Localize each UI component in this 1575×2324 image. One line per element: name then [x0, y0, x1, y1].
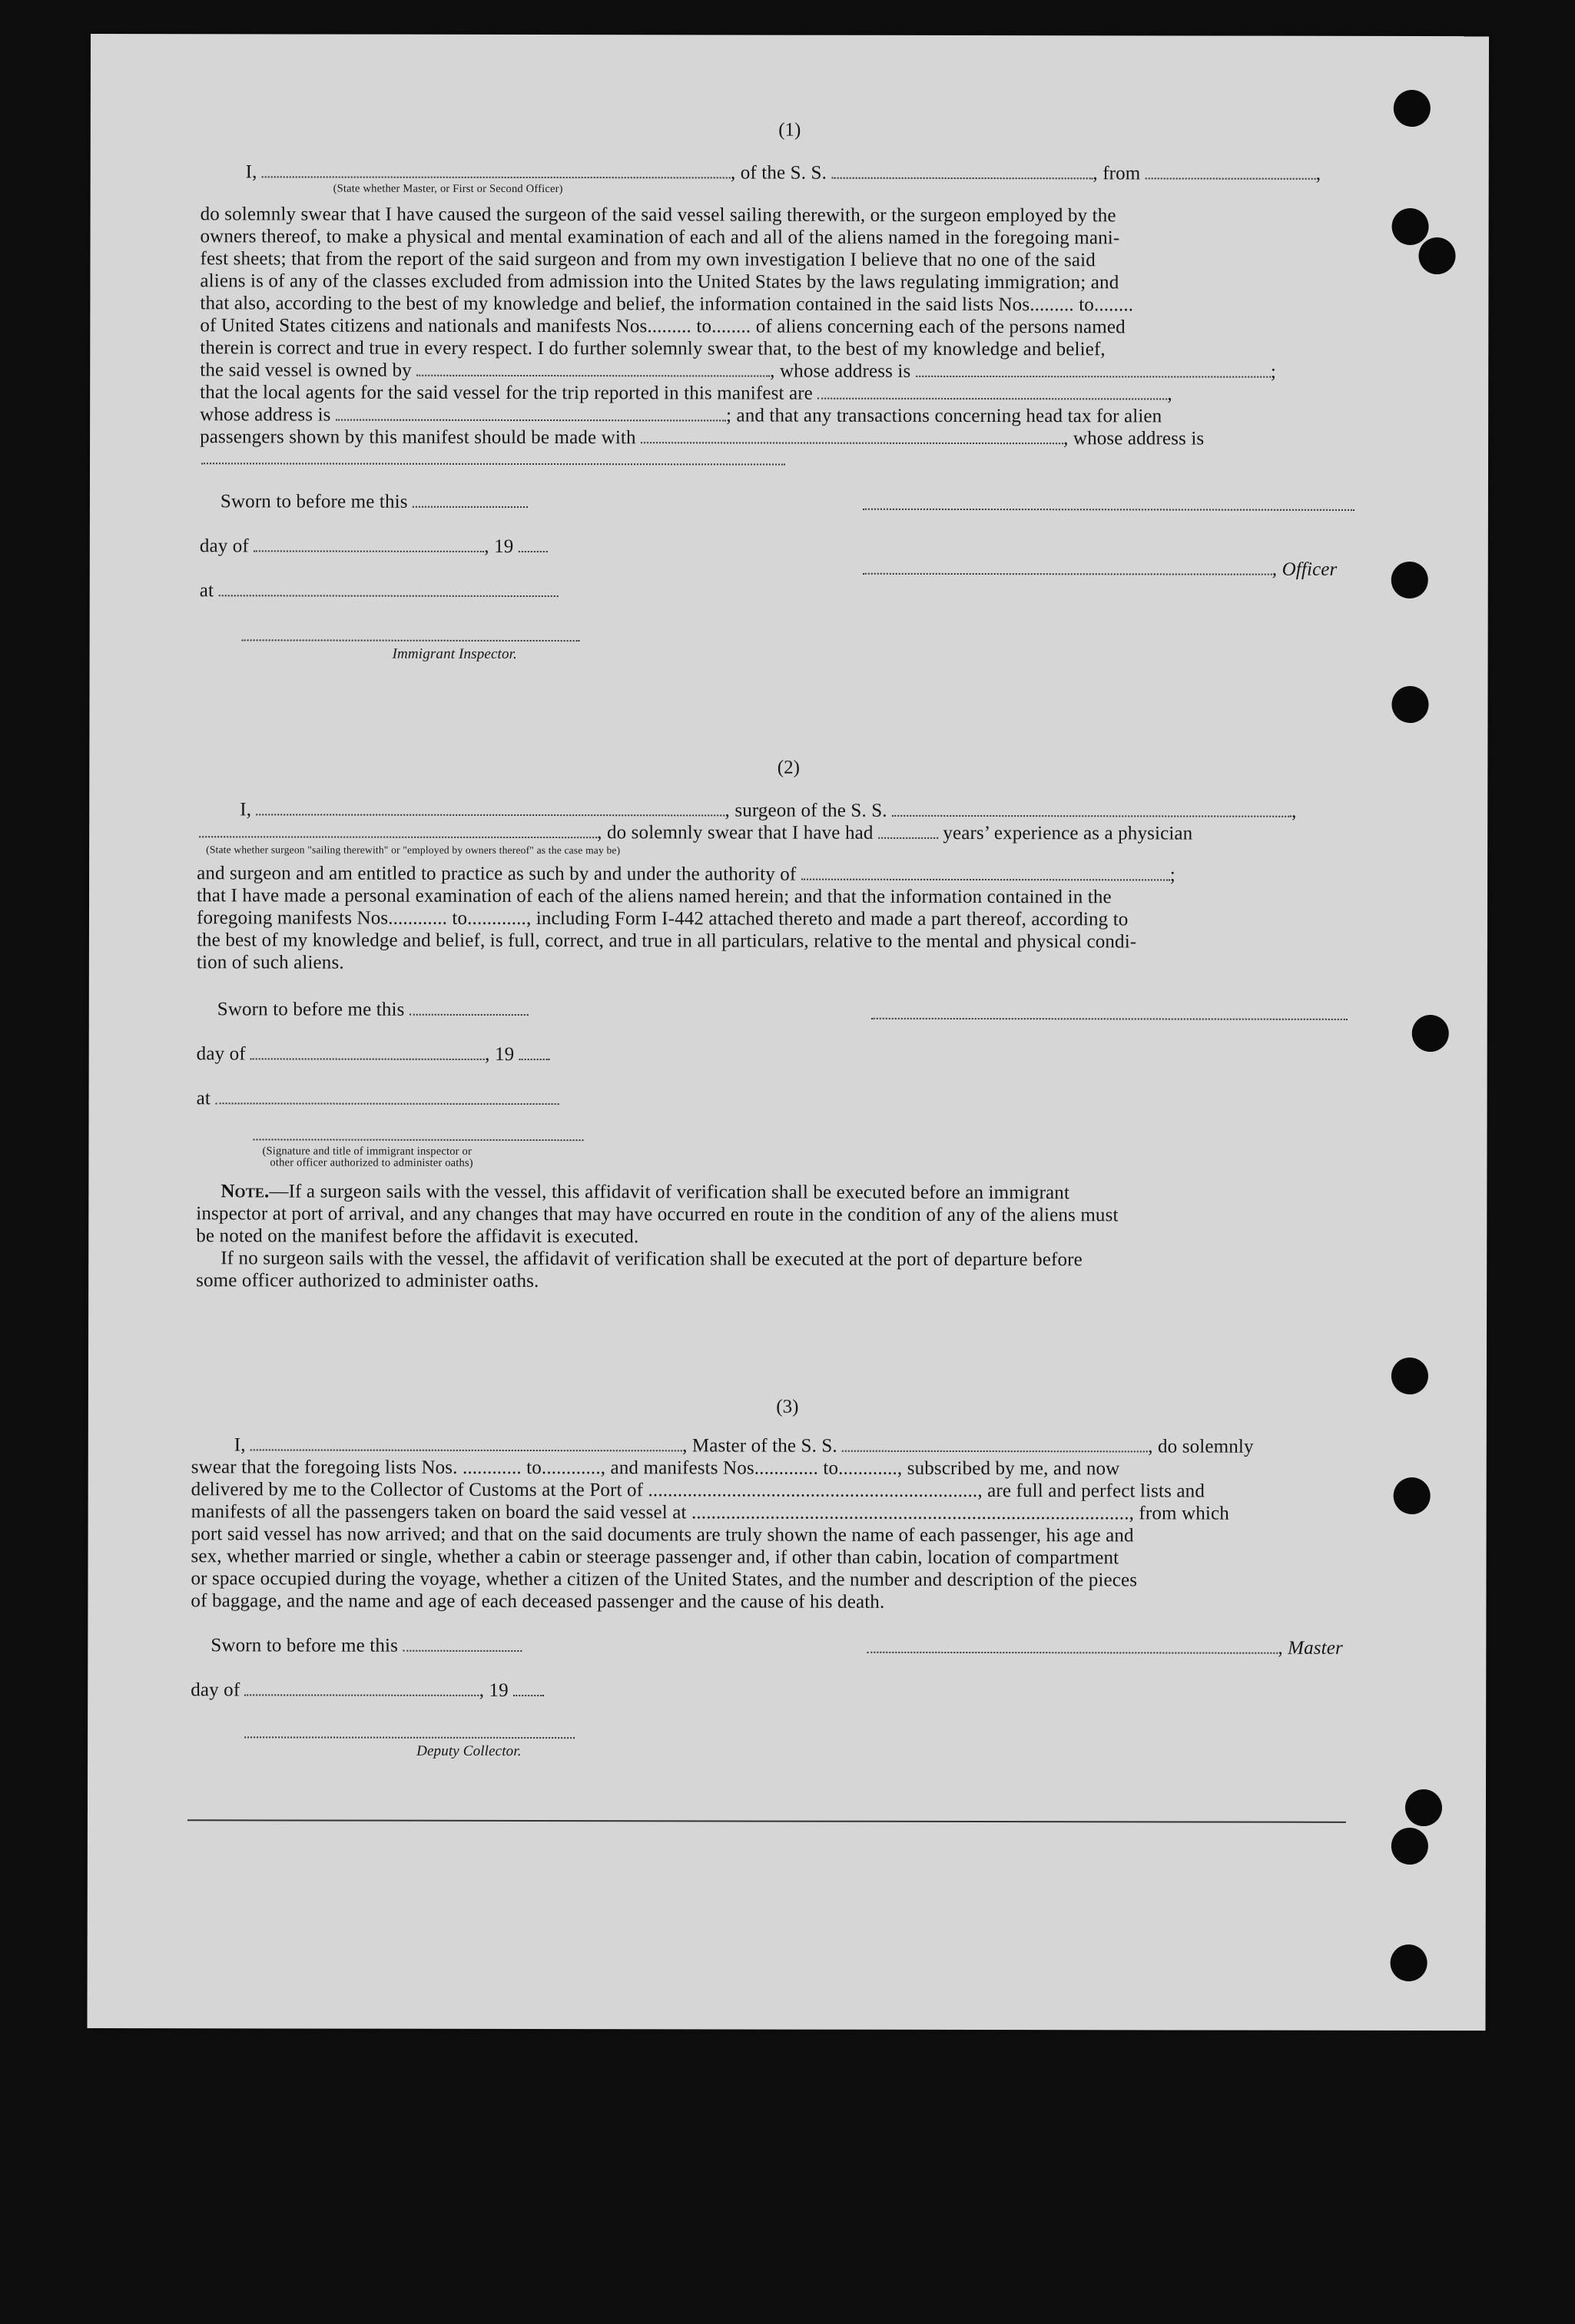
punch-hole-9 — [1405, 1789, 1442, 1826]
s1-owned-line: the said vessel is owned by , whose address is ; — [200, 360, 1276, 383]
note-label: Note. — [220, 1181, 270, 1202]
s1-sworn: Sworn to before me this — [220, 490, 528, 514]
s2-surgeon-note: (State whether surgeon "sailing therewith" or "employed by owners thereof" as the case may be) — [206, 844, 621, 857]
punch-hole-5 — [1391, 686, 1428, 723]
s1-inspector-line — [242, 638, 580, 642]
s1-address-blank — [201, 461, 785, 465]
s3-master-line: , Master — [867, 1636, 1343, 1660]
s3-collector-line — [244, 1735, 575, 1739]
s2-sig-note-2: other officer authorized to administer oaths) — [270, 1156, 473, 1169]
s3-day-of: day of , 19 — [191, 1679, 544, 1702]
s3-paragraph: swear that the foregoing lists Nos. ............ to............, and manifests Nos............. to............, subscribed by me, and now delivered by me to the Collector of Customs at the Port of ..................................................................., are full and perfect lists and manifests of all the passengers taken on board the said vessel at ........................................................................................., from which port said vessel has now arrived; and that on the said documents are truly shown the name of each passenger, his age and sex, whether married or single, whether a cabin or steerage passenger and, if other than cabin, location of compartment or space occupied during the voyage, whether a citizen of the United States, and the number and description of the pieces of baggage, and the name and age of each deceased passenger and the cause of his death. — [191, 1457, 1229, 1613]
s1-address-line: whose address is ; and that any transactions concerning head tax for alien — [200, 404, 1162, 427]
punch-hole-6 — [1412, 1015, 1449, 1052]
s2-paragraph: that I have made a personal examination of each of the aliens named herein; and that the information contained in the foregoing manifests Nos............ to............, including Form I-442 attached thereto and made a part thereof, according to the best of my knowledge and belief, is full, correct, and true in all particulars, relative to the mental and physical condi- tion of such aliens. — [196, 885, 1137, 973]
s1-officer-line: , Officer — [863, 558, 1338, 582]
s1-signature-line — [863, 507, 1354, 511]
s2-line-2: , do solemnly swear that I have had years’ experience as a physician — [199, 821, 1192, 845]
s1-paragraph: do solemnly swear that I have caused the surgeon of the said vessel sailing therewith, or the surgeon employed by the owners thereof, to make a physical and mental examination of each and all of the aliens named in the foregoing mani- fest sheets; that from the report of the said surgeon and from my own investigation I believe that no one of the said aliens is of any of the classes excluded from admission into the United States by the laws regulating immigration; and that also, according to the best of my knowledge and belief, the information contained in the said lists Nos......... to........ of United States citizens and nationals and manifests Nos......... to........ of aliens concerning each of the persons named therein is correct and true in every respect. I do further solemnly swear that, to the best of my knowledge and belief, — [200, 204, 1134, 360]
s2-line-1: I, , surgeon of the S. S. , — [240, 799, 1297, 822]
s2-signature-line — [871, 1016, 1348, 1020]
bottom-rule — [187, 1818, 1346, 1823]
punch-hole-7 — [1391, 1358, 1428, 1394]
punch-hole-10 — [1391, 1828, 1428, 1865]
s3-collector-label: Deputy Collector. — [416, 1742, 522, 1759]
s1-line-1: I, , of the S. S. , from , — [245, 161, 1321, 184]
s2-day-of: day of , 19 — [197, 1043, 550, 1066]
s2-line-3: and surgeon and am entitled to practice as such by and under the authority of ; — [197, 863, 1175, 886]
s3-sworn: Sworn to before me this — [211, 1634, 522, 1658]
punch-hole-4 — [1391, 562, 1428, 598]
s1-day-of: day of , 19 — [200, 535, 548, 559]
section-1-heading: (1) — [778, 119, 801, 141]
s2-note: Note.—If a surgeon sails with the vessel, this affidavit of verification shall be executed before an immigrant inspector at port of arrival, and any changes that may have occurred en route in the condition of any of the aliens must be noted on the manifest before the affidavit is executed. If no surgeon sails with the vessel, the affidavit of verification shall be executed at the port of departure before some officer authorized to administer oaths. — [196, 1181, 1119, 1292]
s2-sworn: Sworn to before me this — [217, 998, 529, 1022]
s1-officer-note: (State whether Master, or First or Second Officer) — [333, 182, 563, 196]
s2-at: at — [197, 1087, 559, 1111]
s1-agents-line: that the local agents for the said vessel for the trip reported in this manifest are , — [200, 382, 1172, 405]
punch-hole-11 — [1391, 1944, 1427, 1981]
section-2-heading: (2) — [777, 757, 800, 778]
punch-hole-8 — [1394, 1477, 1431, 1514]
s1-passengers-line: passengers shown by this manifest should be made with , whose address is — [200, 426, 1205, 449]
punch-hole-3 — [1418, 237, 1455, 274]
s2-sig-note-1: (Signature and title of immigrant inspector or — [262, 1145, 472, 1158]
punch-hole-2 — [1392, 208, 1429, 245]
s1-at: at — [200, 579, 559, 603]
s1-inspector-label: Immigrant Inspector. — [392, 645, 518, 662]
section-3-heading: (3) — [776, 1396, 799, 1417]
s2-officer-line — [253, 1137, 583, 1141]
s3-line-1: I, , Master of the S. S. , do solemnly — [234, 1434, 1254, 1457]
manifest-form-page — [87, 34, 1489, 2031]
